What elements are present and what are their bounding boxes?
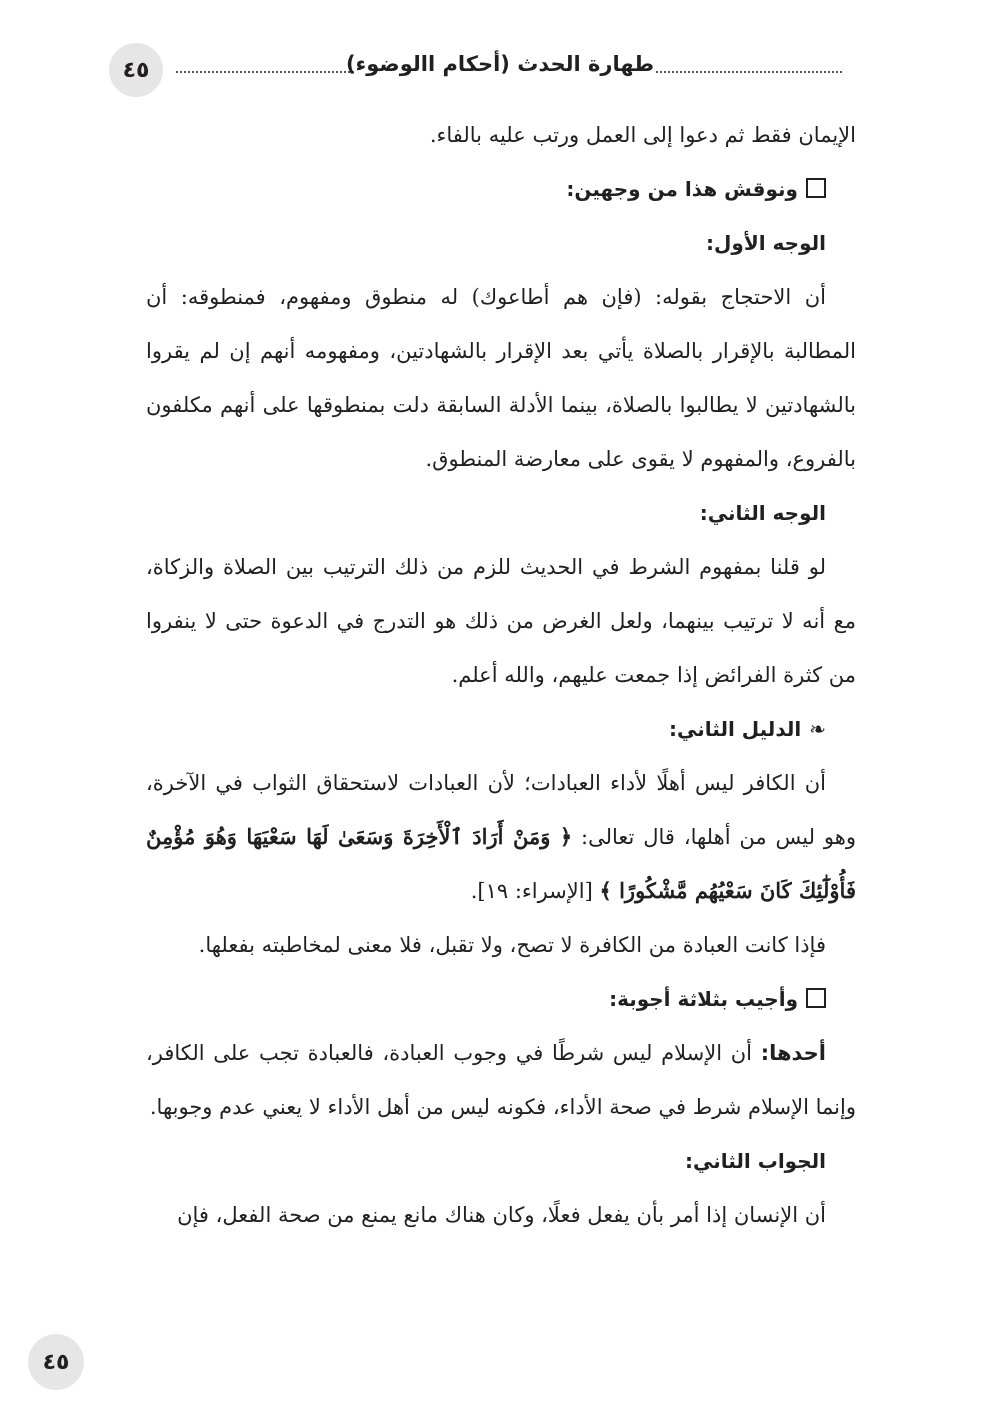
- ornament-arrow-icon: ❧: [809, 717, 826, 741]
- heading-objection: [146, 162, 856, 216]
- heading-text: وأجيب بثلاثة أجوبة:: [609, 987, 798, 1011]
- answer-label: أحدها:: [760, 1041, 826, 1065]
- header-rule-left: [176, 71, 354, 73]
- paragraph-continuation: الإيمان فقط ثم دعوا إلى العمل ورتب عليه بالفاء.: [429, 123, 856, 147]
- heading-answers: [146, 972, 856, 1026]
- heading-text: الوجه الأول:: [706, 231, 826, 255]
- paragraph-first-aspect: أن الاحتجاج بقوله: (فإن هم أطاعوك) له منطوق ومفهوم، فمنطوقه: أن المطالبة بالإقرار بالصلاة يأتي بعد الإقرار بالشهادتين، ومفهومه أنهم إن لم يقروا بالشهادتين لا يطالبوا بالصلاة، بينما الأدلة السابقة دلت بمنطوقها على أنهم مكلفون بالفروع، والمفهوم لا يقوى على معارضة المنطوق.: [146, 285, 856, 471]
- paragraph-second-aspect: لو قلنا بمفهوم الشرط في الحديث للزم من ذلك الترتيب بين الصلاة والزكاة، مع أنه لا ترتيب بينهما، ولعل الغرض من ذلك هو التدرج في الدعوة حتى لا ينفروا من كثرة الفرائض إذا جمعت عليهم، والله أعلم.: [146, 555, 856, 687]
- heading-second-aspect: [146, 486, 856, 540]
- header-rule-right: [656, 71, 842, 73]
- heading-first-aspect: [146, 216, 856, 270]
- paragraph-second-answer: أن الإنسان إذا أمر بأن يفعل فعلًا، وكان هناك مانع يمنع من صحة الفعل، فإن: [177, 1203, 826, 1227]
- heading-text: الجواب الثاني:: [684, 1149, 826, 1173]
- paragraph-second-evidence: [146, 756, 856, 918]
- page-number-bottom: ٤٥: [28, 1334, 84, 1390]
- answer-text: أن الإسلام ليس شرطًا في وجوب العبادة، فالعبادة تجب على الكافر، وإنما الإسلام شرط في صحة الأداء، فكونه ليس من أهل الأداء لا يعني عدم وجوبها.: [146, 1041, 856, 1119]
- running-header-title: طهارة الحدث (أحكام االوضوء): [345, 52, 654, 76]
- heading-text: ونوقش هذا من وجهين:: [566, 177, 798, 201]
- heading-text: الدليل الثاني:: [669, 717, 802, 741]
- page-body: [146, 108, 856, 1242]
- checkbox-icon: [806, 178, 826, 198]
- heading-second-answer: [146, 1134, 856, 1188]
- paragraph-first-answer: [146, 1026, 856, 1134]
- checkbox-icon: [806, 988, 826, 1008]
- heading-text: الوجه الثاني:: [699, 501, 826, 525]
- paragraph-conclusion: فإذا كانت العبادة من الكافرة لا تصح، ولا تقبل، فلا معنى لمخاطبته بفعلها.: [198, 933, 826, 957]
- verse-citation: [الإسراء: ١٩].: [470, 879, 593, 903]
- evidence-text: أن الكافر ليس أهلًا لأداء العبادات؛ لأن العبادات لاستحقاق الثواب في الآخرة، وهو ليس من أهلها، قال تعالى:: [146, 771, 856, 849]
- page-number-top: ٤٥: [109, 43, 163, 97]
- heading-second-evidence: [146, 702, 856, 756]
- quran-verse: ﴿ وَمَنْ أَرَادَ ٱلْأَخِرَةَ وَسَعَىٰ لَهَا سَعْيَهَا وَهُوَ مُؤْمِنٌ فَأُوْلَٰٓئِكَ كَانَ سَعْيُهُم مَّشْكُورًا ﴾: [146, 824, 856, 903]
